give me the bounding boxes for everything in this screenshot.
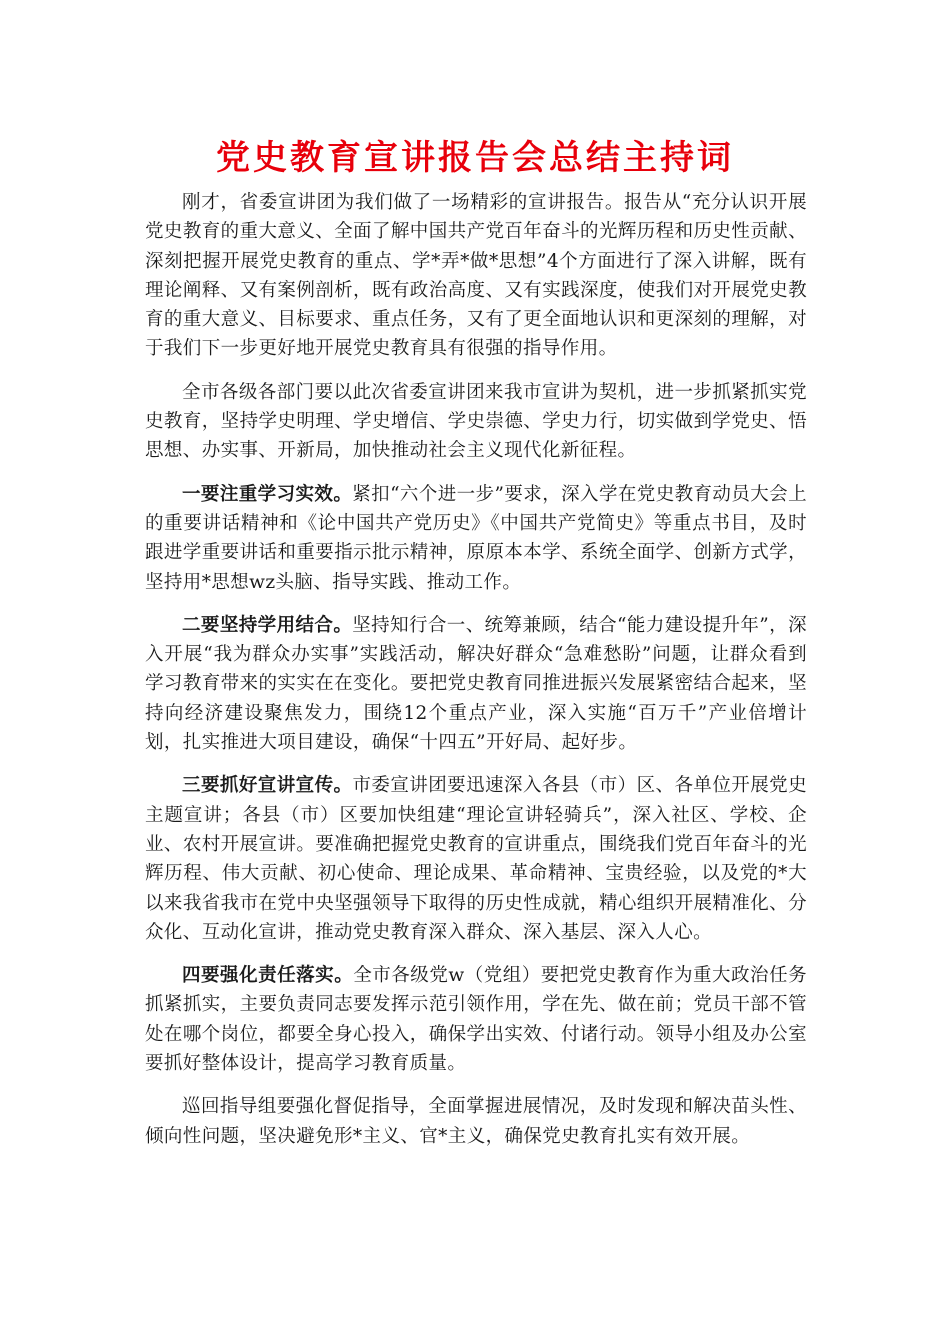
- paragraph-4-lead: 二要坚持学用结合。: [182, 614, 353, 636]
- paragraph-5-text: 市委宣讲团要迅速深入各县（市）区、各单位开展党史主题宣讲；各县（市）区要加快组建“理论宣讲轻骑兵”，深入社区、学校、企业、农村开展宣讲。要准确把握党史教育的宣讲重点，围绕我们党百年奋斗的光辉历程、伟大贡献、初心使命、理论成果、革命精神、宝贵经验，以及党的*大以来我省我市在党中央坚强领导下取得的历史性成就，精心组织开展精准化、分众化、互动化宣讲，推动党史教育深入群众、深入基层、深入人心。: [145, 775, 807, 943]
- document-body: [145, 188, 807, 1165]
- paragraph-3-text: 紧扣“六个进一步”要求，深入学在党史教育动员大会上的重要讲话精神和《论中国共产党历史》《中国共产党简史》等重点书目，及时跟进学重要讲话和重要指示批示精神，原原本本学、系统全面学、创新方式学，坚持用*思想wz头脑、指导实践、推动工作。: [145, 483, 807, 593]
- paragraph-6-text: 全市各级党w（党组）要把党史教育作为重大政治任务抓紧抓实，主要负责同志要发挥示范引领作用，学在先、做在前；党员干部不管处在哪个岗位，都要全身心投入，确保学出实效、付诸行动。领导小组及办公室要抓好整体设计，提高学习教育质量。: [145, 965, 807, 1075]
- document-title: 党史教育宣讲报告会总结主持词: [216, 138, 734, 178]
- paragraph-4: [145, 611, 807, 757]
- paragraph-1-text: 刚才，省委宣讲团为我们做了一场精彩的宣讲报告。报告从“充分认识开展党史教育的重大意义、全面了解中国共产党百年奋斗的光辉历程和历史性贡献、深刻把握开展党史教育的重点、学*弄*做*思想”4个方面进行了深入讲解，既有理论阐释、又有案例剖析，既有政治高度、又有实践深度，使我们对开展党史教育的重大意义、目标要求、重点任务，又有了更全面地认识和更深刻的理解，对于我们下一步更好地开展党史教育具有很强的指导作用。: [145, 192, 807, 360]
- paragraph-6-lead: 四要强化责任落实。: [182, 965, 354, 987]
- paragraph-2-text: 全市各级各部门要以此次省委宣讲团来我市宣讲为契机，进一步抓紧抓实党史教育，坚持学史明理、学史增信、学史崇德、学史力行，切实做到学党史、悟思想、办实事、开新局，加快推动社会主义现代化新征程。: [145, 381, 807, 462]
- paragraph-3-lead: 一要注重学习实效。: [182, 483, 353, 505]
- paragraph-7-text: 巡回指导组要强化督促指导，全面掌握进展情况，及时发现和解决苗头性、倾向性问题，坚决避免形*主义、官*主义，确保党史教育扎实有效开展。: [145, 1096, 807, 1147]
- paragraph-2: [145, 378, 807, 466]
- paragraph-6: [145, 961, 807, 1078]
- paragraph-3: [145, 480, 807, 597]
- paragraph-5-lead: 三要抓好宣讲宣传。: [182, 775, 353, 797]
- paragraph-5: [145, 771, 807, 947]
- paragraph-4-text: 坚持知行合一、统筹兼顾，结合“能力建设提升年”，深入开展“我为群众办实事”实践活动，解决好群众“急难愁盼”问题，让群众看到学习教育带来的实实在在变化。要把党史教育同推进振兴发展紧密结合起来，坚持向经济建设聚焦发力，围绕12个重点产业，深入实施“百万千”产业倍增计划，扎实推进大项目建设，确保“十四五”开好局、起好步。: [145, 614, 807, 754]
- paragraph-7: [145, 1092, 807, 1151]
- paragraph-1: [145, 188, 807, 364]
